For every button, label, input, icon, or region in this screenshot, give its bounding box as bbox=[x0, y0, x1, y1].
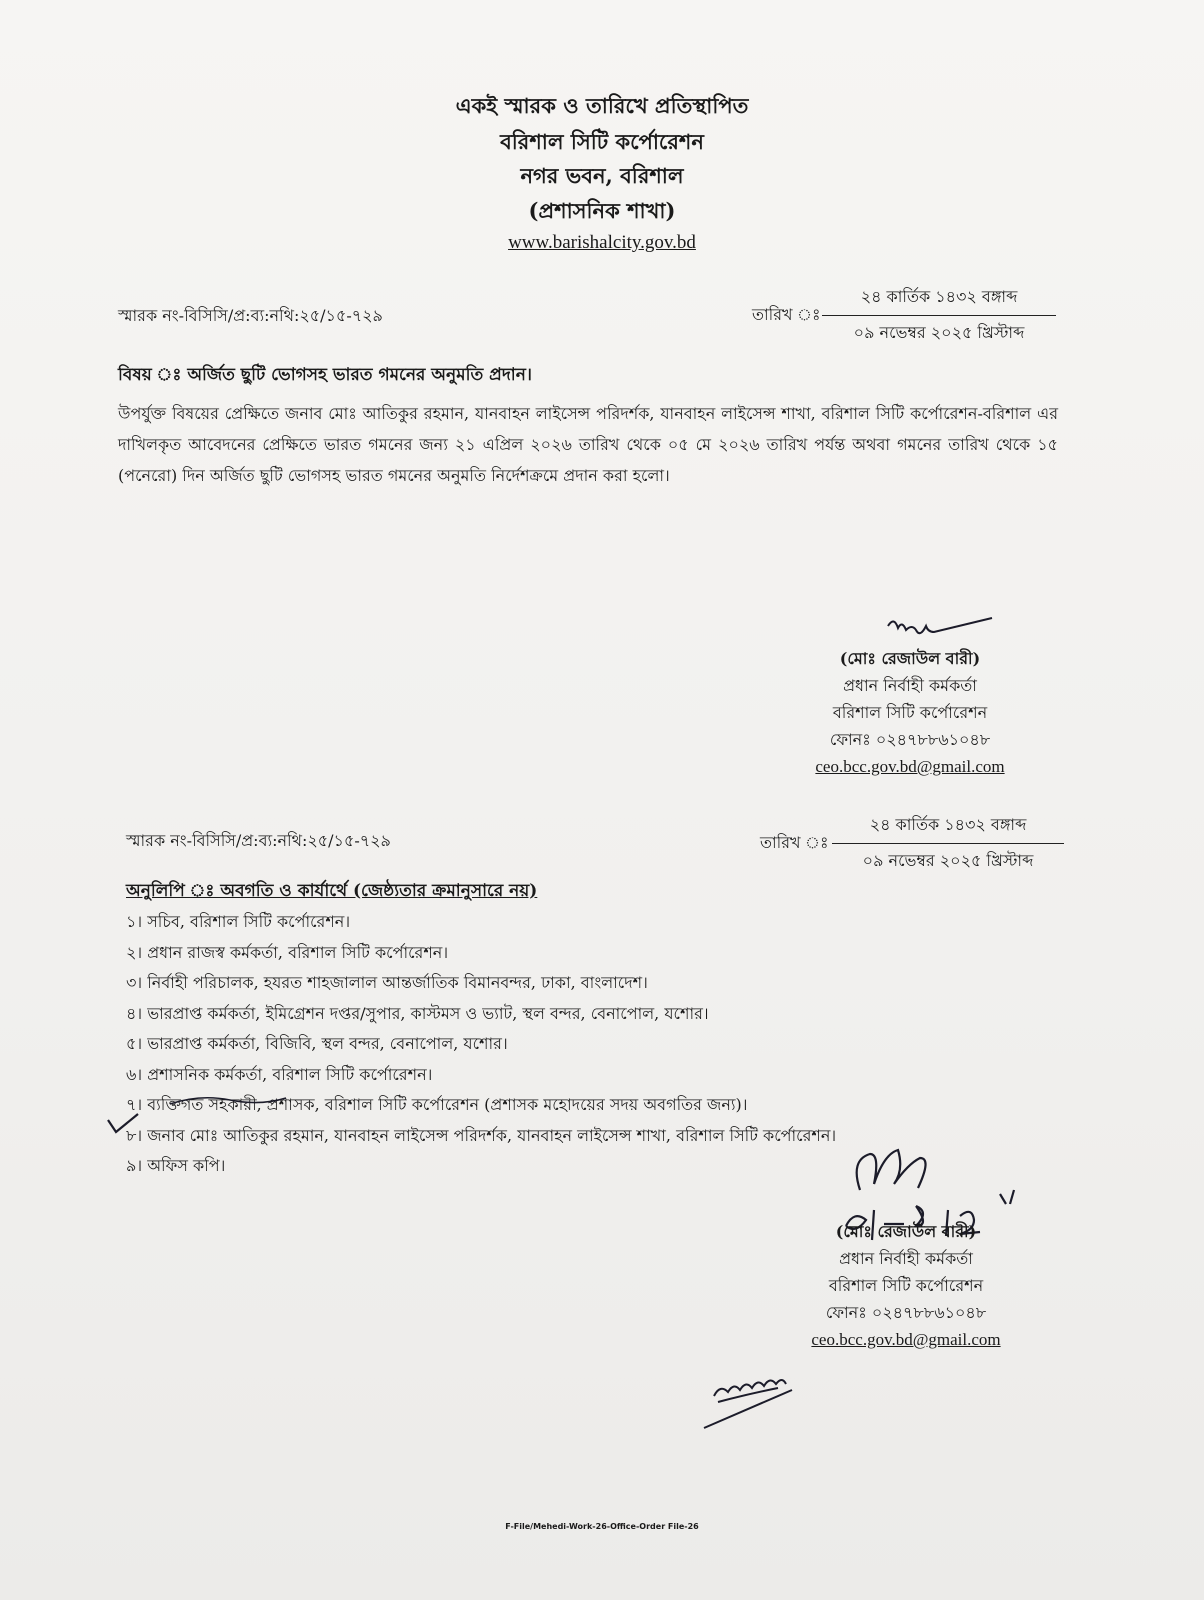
signatory-office-1: বরিশাল সিটি কর্পোরেশন bbox=[832, 703, 988, 722]
copy-title: অনুলিপি ঃ অবগতি ও কার্যার্থে (জেষ্ঠ্যতার ক্রমানুসারে নয়) bbox=[126, 881, 538, 901]
copy-list-item: ৮। জনাব মোঃ আতিকুর রহমান, যানবাহন লাইসেন্স পরিদর্শক, যানবাহন লাইসেন্স শাখা, বরিশাল সিটি কর্পোরেশন। bbox=[126, 1125, 837, 1145]
signatory-email-1[interactable]: ceo.bcc.gov.bd@gmail.com bbox=[815, 757, 1005, 776]
header-line-1: একই স্মারক ও তারিখে প্রতিস্থাপিত bbox=[455, 93, 749, 118]
memo-number-top: স্মারক নং-বিসিসি/প্র:ব্য:নথি:২৫/১৫-৭২৯ bbox=[118, 306, 383, 325]
copy-list-item: ১। সচিব, বরিশাল সিটি কর্পোরেশন। bbox=[126, 912, 351, 931]
header-branch: (প্রশাসনিক শাখা) bbox=[528, 198, 676, 223]
header-office-name: বরিশাল সিটি কর্পোরেশন bbox=[500, 129, 704, 154]
signature-block-1 bbox=[780, 645, 1040, 780]
signatory-email-2[interactable]: ceo.bcc.gov.bd@gmail.com bbox=[811, 1330, 1001, 1349]
signatory-name-1: (মোঃ রেজাউল বারী) bbox=[839, 649, 981, 668]
body-paragraph: উপর্যুক্ত বিষয়ের প্রেক্ষিতে জনাব মোঃ আতিকুর রহমান, যানবাহন লাইসেন্স পরিদর্শক, যানবাহন লাইসেন্স শাখা, বরিশাল সিটি কর্পোরেশন-বরিশাল এর দাখিলকৃত আবেদনের প্রেক্ষিতে ভারত গমনের জন্য ২১ এপ্রিল ২০২৬ তারিখ থেকে ০৫ মে ২০২৬ তারিখ পর্যন্ত অথবা গমনের তারিখ থেকে ১৫ (পনেরো) দিন অর্জিত ছুটি ভোগসহ ভারত গমনের অনুমতি নির্দেশক্রমে প্রদান করা হলো। bbox=[118, 404, 1058, 485]
date-bangla-bottom: ২৪ কার্তিক ১৪৩২ বঙ্গাব্দ bbox=[832, 812, 1064, 844]
header-address: নগর ভবন, বরিশাল bbox=[520, 163, 684, 188]
copy-list-item: ৪। ভারপ্রাপ্ত কর্মকর্তা, ইমিগ্রেশন দপ্তর/সুপার, কাস্টমস ও ভ্যাট, স্থল বন্দর, বেনাপোল, যশোর। bbox=[126, 1003, 709, 1023]
copy-list-item: ৭। ব্যক্তিগত সহকারী, প্রশাসক, বরিশাল সিটি কর্পোরেশন (প্রশাসক মহোদয়ের সদয় অবগতির জন্য)। bbox=[126, 1095, 748, 1114]
copy-list bbox=[126, 907, 836, 1182]
copy-list-item: ২। প্রধান রাজস্ব কর্মকর্তা, বরিশাল সিটি কর্পোরেশন। bbox=[126, 942, 449, 962]
signatory-name-2: (মোঃ রেজাউল বারী) bbox=[835, 1222, 977, 1241]
signatory-designation-2: প্রধান নির্বাহী কর্মকর্তা bbox=[839, 1249, 973, 1268]
memo-number-bottom: স্মারক নং-বিসিসি/প্র:ব্য:নথি:২৫/১৫-৭২৯ bbox=[126, 831, 391, 850]
copy-list-item: ৬। প্রশাসনিক কর্মকর্তা, বরিশাল সিটি কর্পোরেশন। bbox=[126, 1064, 433, 1084]
date-english-top: ০৯ নভেম্বর ২০২৫ খ্রিস্টাব্দ bbox=[853, 323, 1025, 342]
copy-list-item: ৯। অফিস কপি। bbox=[126, 1156, 226, 1175]
copy-list-item: ৩। নির্বাহী পরিচালক, হযরত শাহজালাল আন্তর্জাতিক বিমানবন্দর, ঢাকা, বাংলাদেশ। bbox=[126, 973, 648, 992]
subject-line: বিষয় ঃ অর্জিত ছুটি ভোগসহ ভারত গমনের অনুমতি প্রদান। bbox=[118, 365, 532, 385]
signatory-phone-2: ফোনঃ ০২৪৭৮৮৬১০৪৮ bbox=[825, 1303, 987, 1322]
date-bangla-top: ২৪ কার্তিক ১৪৩২ বঙ্গাব্দ bbox=[822, 284, 1056, 316]
date-english-bottom: ০৯ নভেম্বর ২০২৫ খ্রিস্টাব্দ bbox=[862, 851, 1034, 870]
strike-mark bbox=[168, 1092, 288, 1112]
date-block-top bbox=[822, 284, 1056, 347]
signatory-designation-1: প্রধান নির্বাহী কর্মকর্তা bbox=[843, 676, 977, 695]
signatory-phone-1: ফোনঃ ০২৪৭৮৮৬১০৪৮ bbox=[829, 730, 991, 749]
date-label-top: তারিখ ঃ bbox=[752, 305, 821, 324]
header-website-link[interactable]: www.barishalcity.gov.bd bbox=[508, 232, 696, 253]
tick-mark bbox=[104, 1110, 144, 1140]
date-label-bottom: তারিখ ঃ bbox=[760, 833, 829, 852]
signature-block-2 bbox=[776, 1218, 1036, 1353]
initial-scribble bbox=[700, 1356, 810, 1436]
copy-list-item: ৫। ভারপ্রাপ্ত কর্মকর্তা, বিজিবি, স্থল বন্দর, বেনাপোল, যশোর। bbox=[126, 1034, 508, 1053]
signatory-office-2: বরিশাল সিটি কর্পোরেশন bbox=[828, 1276, 984, 1295]
footer-file-path: F-File/Mehedi-Work-26-Office-Order File-26 bbox=[505, 1522, 699, 1531]
date-block-bottom bbox=[832, 812, 1064, 875]
signature-scribble-1 bbox=[880, 612, 1000, 642]
